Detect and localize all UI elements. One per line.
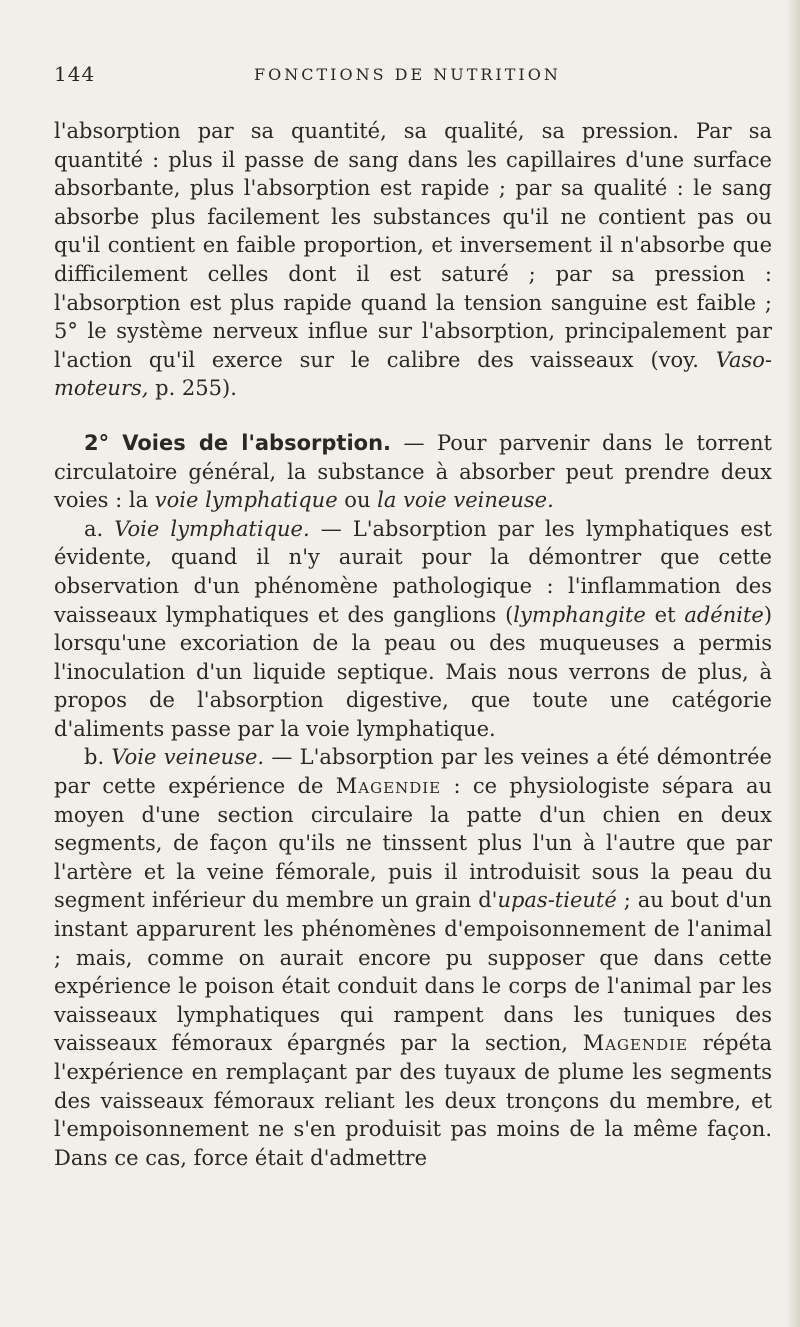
- subsection-title-veineuse: Voie veineuse.: [111, 745, 265, 770]
- paragraph-voies-absorption: 2° Voies de l'absorption. — Pour parvenir dans le torrent circulatoire général, la substance à absorber peut prendre deux voies : la voie lymphatique ou la voie veineuse.: [54, 430, 772, 513]
- paragraph-voie-lymphatique: a. Voie lymphatique. — L'absorption par les lymphatiques est évidente, quand il n'y aurait pour la démontrer que cette observation d'un phénomène pathologique : l'inflammation des vaisseaux lymphatiques et des ganglions (lymphangite et adénite) lorsqu'une excoriation de la peau ou des muqueuses a permis l'inoculation d'un liquide septique. Mais nous verrons de plus, à propos de l'absorption digestive, que toute une catégorie d'aliments passe par la voie lymphatique.: [54, 516, 773, 741]
- page-number: 144: [54, 62, 96, 86]
- running-title: FONCTIONS DE NUTRITION: [254, 65, 561, 84]
- author-name: Magendie: [582, 1031, 688, 1056]
- body-text: [54, 117, 772, 1172]
- paragraph-absorption-factors: l'absorption par sa quantité, sa qualité, sa pression. Par sa quantité : plus il passe de sang dans les capillaires d'une surface absorbante, plus l'absorption est rapide ; par sa qualité : le sang absorbe plus facilement les substances qu'il ne contient pas ou qu'il contient en faible proportion, et inversement il n'absorbe que difficilement celles dont il est saturé ; par sa pression : l'absorption est plus rapide quand la tension sanguine est faible ; 5° le système nerveux influe sur l'absorption, principalement par l'action qu'il exerce sur le calibre des vaisseaux (voy. Vaso-moteurs, p. 255).: [54, 119, 772, 401]
- page-header: [0, 62, 800, 90]
- subsection-title-lymphatique: Voie lymphatique.: [114, 516, 310, 541]
- page-edge-shadow: [786, 0, 800, 1327]
- section-heading: 2° Voies de l'absorption.: [84, 430, 391, 455]
- author-name: Magendie: [335, 774, 442, 799]
- paragraph-voie-veineuse: b. Voie veineuse. — L'absorption par les veines a été démontrée par cette expérience de Magendie : ce physiologiste sépara au moyen d'une section circulaire la patte d'un chien en deux segments, de façon qu'ils ne tinssent plus l'un à l'autre que par l'artère et la veine fémorale, puis il introduisit sous la peau du segment inférieur du membre un grain d'upas-tieuté ; au bout d'un instant apparurent les phénomènes d'empoisonnement de l'animal ; mais, comme on aurait encore pu supposer que dans cette expérience le poison était conduit dans le corps de l'animal par les vaisseaux lymphatiques qui rampent dans les tuniques des vaisseaux fémoraux épargnés par la section, Magendie répéta l'expérience en remplaçant par des tuyaux de plume les segments des vaisseaux fémoraux reliant les deux tronçons du membre, et l'empoisonnement ne s'en produisit pas moins de la même façon. Dans ce cas, force était d'admettre: [54, 745, 772, 1170]
